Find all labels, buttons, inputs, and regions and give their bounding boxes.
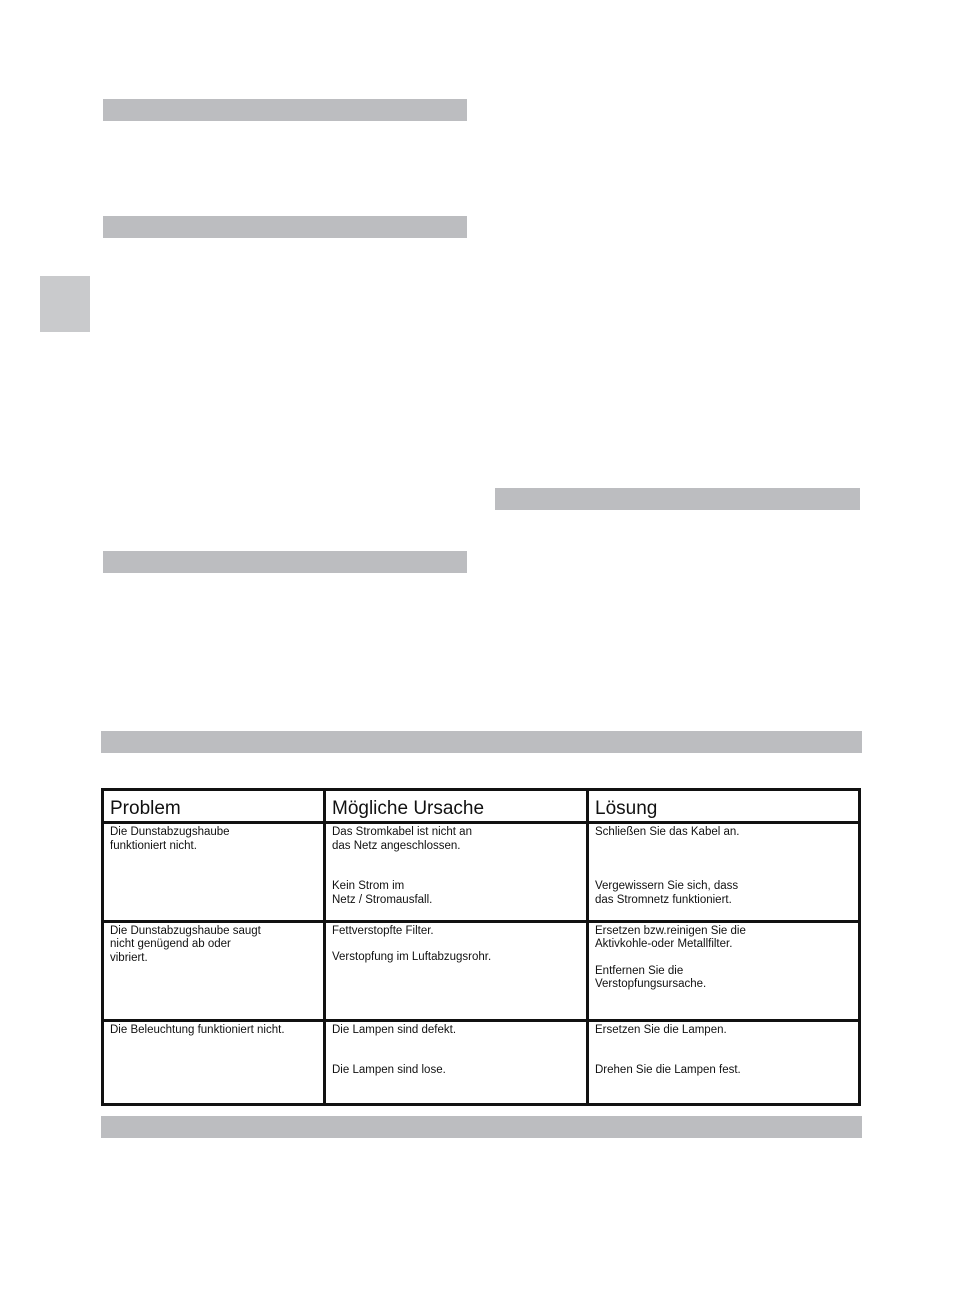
cause-text: Netz / Stromausfall. — [332, 893, 433, 906]
cause-cell — [325, 1020, 588, 1105]
problem-cell — [103, 823, 325, 922]
cause-text: Die Lampen sind defekt. — [332, 1023, 457, 1036]
solution-cell — [588, 1020, 860, 1105]
solution-text: Entfernen Sie die — [595, 964, 684, 977]
solution-text: Ersetzen bzw.reinigen Sie die — [595, 924, 746, 937]
problem-cell — [103, 1020, 325, 1105]
cause-cell — [325, 823, 588, 922]
header-problem: Problem — [103, 790, 325, 823]
cause-text: Fettverstopfte Filter. — [332, 924, 434, 937]
spacer — [332, 853, 580, 880]
spacer — [595, 840, 852, 867]
table-row — [103, 1020, 860, 1105]
spacer — [332, 938, 580, 951]
cause-text: das Netz angeschlossen. — [332, 839, 461, 852]
solution-text: Aktivkohle-oder Metallfilter. — [595, 938, 733, 951]
spacer — [595, 1037, 852, 1064]
solution-text: Vergewissern Sie sich, dass — [595, 880, 739, 892]
cause-text: Die Lampen sind lose. — [332, 1064, 446, 1076]
table-row — [103, 823, 860, 922]
language-side-tab — [40, 276, 90, 332]
problem-text: Die Dunstabzugshaube saugt — [110, 924, 261, 937]
troubleshooting-heading-bar — [101, 731, 862, 753]
cause-text: Verstopfung im Luftabzugsrohr. — [332, 951, 492, 964]
solution-text: Drehen Sie die Lampen fest. — [595, 1064, 741, 1076]
cause-text: Das Stromkabel ist nicht an — [332, 826, 472, 838]
cause-cell — [325, 921, 588, 1020]
cause-text: Kein Strom im — [332, 880, 405, 892]
troubleshooting-table — [101, 788, 861, 1106]
problem-text: nicht genügend ab oder — [110, 938, 231, 951]
problem-text: funktioniert nicht. — [110, 839, 197, 852]
solution-text: Schließen Sie das Kabel an. — [595, 826, 740, 838]
table-row — [103, 921, 860, 1020]
section-heading-bar — [101, 1116, 862, 1138]
section-heading-bar — [103, 99, 467, 121]
solution-cell — [588, 823, 860, 922]
table-header-row — [103, 790, 860, 823]
solution-text: Ersetzen Sie die Lampen. — [595, 1023, 727, 1036]
solution-text: das Stromnetz funktioniert. — [595, 893, 732, 906]
header-solution: Lösung — [588, 790, 860, 823]
spacer — [332, 1037, 580, 1064]
problem-text: Die Beleuchtung funktioniert nicht. — [110, 1023, 285, 1036]
solution-text: Verstopfungsursache. — [595, 978, 707, 991]
spacer — [595, 867, 852, 881]
section-heading-bar — [103, 551, 467, 573]
solution-cell — [588, 921, 860, 1020]
problem-cell — [103, 921, 325, 1020]
problem-text: vibriert. — [110, 951, 148, 964]
header-cause: Mögliche Ursache — [325, 790, 588, 823]
section-heading-bar — [103, 216, 467, 238]
section-heading-bar — [495, 488, 860, 510]
spacer — [595, 952, 852, 965]
problem-text: Die Dunstabzugshaube — [110, 826, 230, 838]
